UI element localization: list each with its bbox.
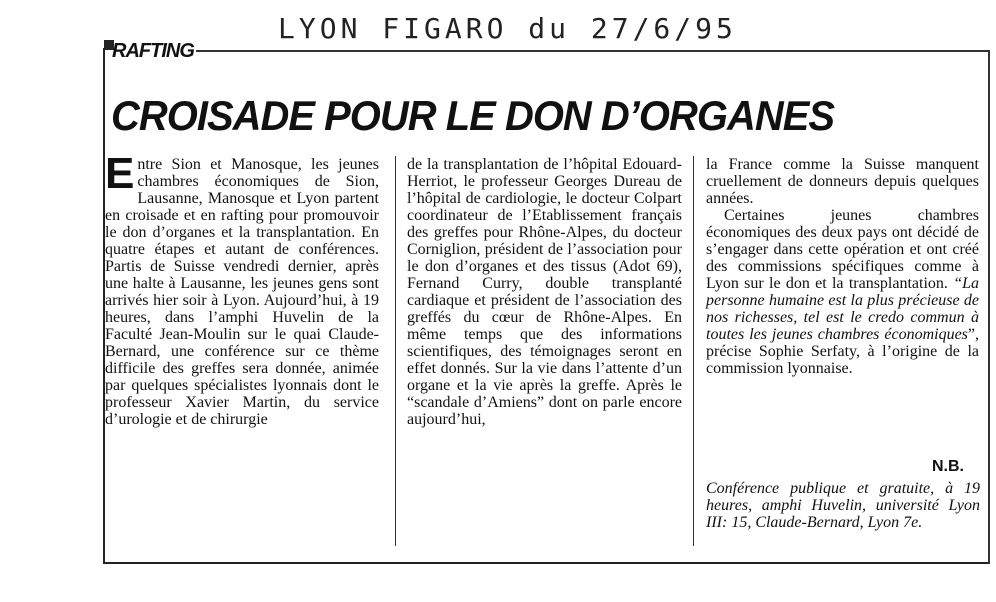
column-1-text: ntre Sion et Manosque, les jeunes chambres économiques de Sion, Lausanne, Manosque et Lyon partent en croisade et en rafting pour promouvoir le don d’organes et la transplantation. En quatre étapes et autant de conférences. Partis de Suisse vendredi dernier, après une halte à Lausanne, les jeunes gens sont arrivés hier soir à Lyon. Aujourd’hui, à 19 heures, dans l’amphi Huvelin de la Faculté Jean-Moulin sur le quai Claude-Bernard, une conférence sur ce thème difficile des greffes sera donnée, animée par quelques spécialistes lyonnais dont le professeur Xavier Martin, du service d’urologie et de chirurgie <box>105 156 379 428</box>
kicker-label: RAFTING <box>112 40 194 62</box>
quote: “La personne humaine est la plus précieuse de nos richesses, tel est le credo commun à toutes les jeunes chambres économiques <box>706 275 979 343</box>
paragraph <box>105 149 379 428</box>
column-1 <box>105 149 379 428</box>
column-3-paragraph-2 <box>706 207 979 377</box>
column-divider-2 <box>693 156 694 546</box>
paragraph-2-start: Certaines jeunes chambres économiques des deux pays ont décidé de s’engager dans cette opération et ont créé des commissions spécifiques comme à Lyon sur le don et la transplantation. <box>706 207 979 292</box>
column-2-text: de la transplantation de l’hôpital Edouard-Herriot, le professeur Georges Dureau de l’hôpital de cardiologie, le docteur Colpart coordinateur de l’Etablissement français des greffes pour Rhône-Alpes, du docteur Corniglion, président de l’association pour le don d’organes et des tissus (Adot 69), Fernand Curry, double transplanté cardiaque et président de l’association des greffés du cœur de Rhône-Alpes. En même temps que des informations scientifiques, des témoignages seront en effet donnés. Sur la vie dans l’attente d’un organe et la vie après la greffe. Après le “scandale d’Amiens” dont on parle encore aujourd’hui, <box>407 156 682 428</box>
paragraph-2-end: ”, précise Sophie Serfaty, à l’origine de la commission lyonnaise. <box>706 326 979 377</box>
drop-cap: E <box>105 149 135 198</box>
handwritten-date-note: LYON FIGARO du 27/6/95 <box>278 12 737 45</box>
top-rule <box>196 50 988 52</box>
column-3-paragraph-1: la France comme la Suisse manquent cruellement de donneurs depuis quelques années. <box>706 156 979 207</box>
right-rule <box>988 50 990 564</box>
nb-label: N.B. <box>932 458 964 475</box>
column-divider-1 <box>395 156 396 546</box>
nb-note: Conférence publique et gratuite, à 19 heures, amphi Huvelin, université Lyon III: 15, Claude-Bernard, Lyon 7e. <box>706 480 980 531</box>
headline: CROISADE POUR LE DON D’ORGANES <box>111 92 835 139</box>
column-2 <box>407 156 682 428</box>
column-3 <box>706 156 979 377</box>
